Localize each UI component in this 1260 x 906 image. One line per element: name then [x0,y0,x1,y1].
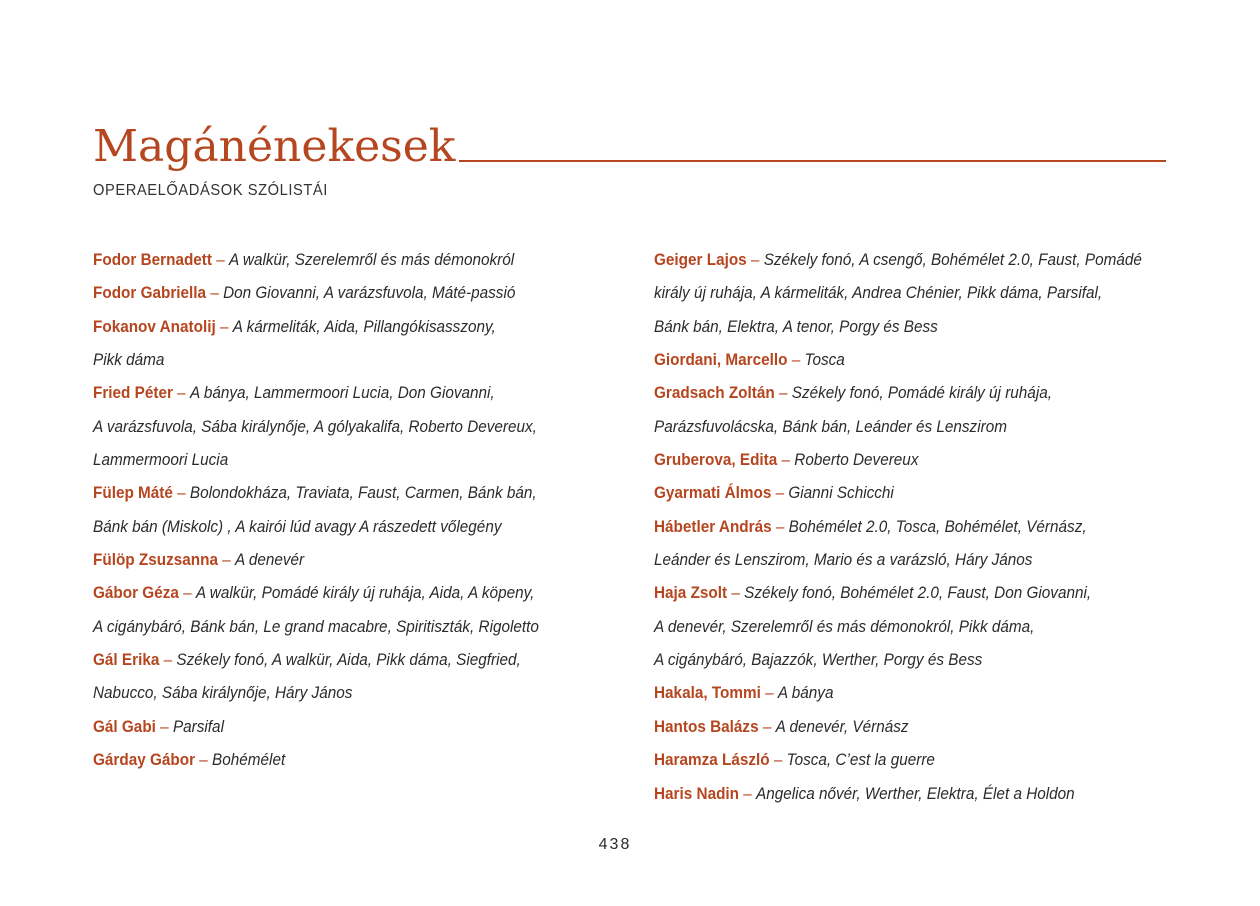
singer-name: Fokanov Anatolij [93,316,216,336]
title-rule [459,160,1166,162]
performance-list: Parázsfuvolácska, Bánk bán, Leánder és Lenszirom [654,416,1007,436]
singer-entry [654,676,1131,709]
singer-entry-continuation [654,410,1131,443]
singer-entry [654,777,1131,810]
performance-list: A bánya [777,683,834,703]
performance-list: A denevér [234,550,305,570]
page-number: 438 [598,836,632,853]
performance-list: A cigánybáró, Bánk bán, Le grand macabre, Spiritiszták, Rigoletto [93,616,539,636]
separator-dash: – [195,750,213,770]
singer-name: Haramza László [654,750,770,770]
performance-list: A bánya, Lammermoori Lucia, Don Giovanni, [189,383,495,403]
separator-dash: – [172,383,190,403]
performance-list: A denevér, Szerelemről és más démonokról, Pikk dáma, [654,616,1035,636]
singer-entry-continuation [93,510,548,543]
performance-list: A denevér, Vérnász [775,716,909,736]
singer-entry [654,576,1131,609]
singer-name: Gyarmati Álmos [654,483,772,503]
page-subtitle: OPERAELŐADÁSOK SZÓLISTÁI [93,182,328,199]
separator-dash: – [206,283,224,303]
singer-name: Gruberova, Edita [654,450,778,470]
singer-entry-continuation [93,443,548,476]
performance-list: Bánk bán, Elektra, A tenor, Porgy és Bess [654,316,938,336]
separator-dash: – [777,450,795,470]
separator-dash: – [771,483,789,503]
performance-list: Parsifal [172,716,224,736]
performance-list: Pikk dáma [93,350,165,370]
separator-dash: – [739,783,757,803]
separator-dash: – [758,716,776,736]
singer-entry-continuation [93,676,548,709]
performance-list: Székely fonó, Pomádé király új ruhája, [791,383,1052,403]
singer-entry [654,376,1131,409]
singer-entry [654,443,1131,476]
singer-name: Gál Gabi [93,716,156,736]
singer-name: Geiger Lajos [654,250,747,269]
right-column [654,243,1184,810]
singer-name: Gábor Géza [93,583,179,603]
performance-list: Angelica nővér, Werther, Elektra, Élet a Holdon [756,783,1075,803]
page-header [93,118,1166,200]
performance-list: Bolondokháza, Traviata, Faust, Carmen, Bánk bán, [189,483,537,503]
singer-entry-continuation [654,310,1131,343]
performance-list: A kármeliták, Aida, Pillangókisasszony, [232,316,496,336]
singer-entry [654,476,1131,509]
singer-entry [654,343,1131,376]
singer-name: Fried Péter [93,383,173,403]
singer-entry [93,376,548,409]
performance-list: Bohémélet [212,750,286,770]
singer-name: Fodor Gabriella [93,283,207,303]
separator-dash: – [212,250,230,269]
singer-name: Gradsach Zoltán [654,383,775,403]
singer-entry [93,543,548,576]
singer-name: Fodor Bernadett [93,250,213,269]
separator-dash: – [787,350,805,370]
performance-list: Nabucco, Sába királynője, Háry János [93,683,353,703]
singer-entry-continuation [93,410,548,443]
separator-dash: – [769,750,787,770]
performance-list: Tosca, C’est la guerre [786,750,935,770]
singer-entry [654,743,1131,776]
separator-dash: – [172,483,190,503]
singer-name: Hantos Balázs [654,716,759,736]
singer-entry [93,576,548,609]
performance-list: Lammermoori Lucia [93,450,229,470]
singer-entry-continuation [654,643,1131,676]
singer-name: Fülep Máté [93,483,173,503]
performance-list: Leánder és Lenszirom, Mario és a varázsló, Háry János [654,550,1033,570]
performance-list: Don Giovanni, A varázsfuvola, Máté-passió [223,283,516,303]
separator-dash: – [771,516,789,536]
separator-dash: – [155,716,173,736]
performance-list: Tosca [804,350,845,370]
singer-name: Haris Nadin [654,783,740,803]
singer-entry [93,710,548,743]
title-row [93,118,1166,176]
performance-list: A walkür, Szerelemről és más démonokról [229,250,515,269]
singer-name: Gál Erika [93,650,160,670]
separator-dash: – [760,683,778,703]
performance-list: Székely fonó, Bohémélet 2.0, Faust, Don Giovanni, [744,583,1092,603]
separator-dash: – [774,383,792,403]
performance-list: Székely fonó, A csengő, Bohémélet 2.0, Faust, Pomádé [763,250,1142,269]
left-column [93,243,598,777]
singer-name: Hakala, Tommi [654,683,761,703]
singer-entry-continuation [93,610,548,643]
singer-entry [93,310,548,343]
singer-entry-continuation [654,543,1131,576]
separator-dash: – [178,583,196,603]
separator-dash: – [159,650,177,670]
separator-dash: – [727,583,745,603]
performance-list: Gianni Schicchi [788,483,894,503]
singer-entry [93,743,548,776]
performance-list: A cigánybáró, Bajazzók, Werther, Porgy és Bess [654,650,983,670]
performance-list: király új ruhája, A kármeliták, Andrea Chénier, Pikk dáma, Parsifal, [654,283,1103,303]
separator-dash: – [746,250,764,269]
separator-dash: – [215,316,233,336]
singer-name: Gárday Gábor [93,750,196,770]
singer-entry [654,510,1131,543]
performance-list: A varázsfuvola, Sába királynője, A gólyakalifa, Roberto Devereux, [93,416,537,436]
singer-name: Haja Zsolt [654,583,728,603]
separator-dash: – [217,550,235,570]
singer-name: Fülöp Zsuzsanna [93,550,218,570]
performance-list: Székely fonó, A walkür, Aida, Pikk dáma, Siegfried, [176,650,521,670]
singer-entry [93,243,548,276]
singer-name: Hábetler András [654,516,772,536]
singer-entry [93,476,548,509]
performance-list: Roberto Devereux [794,450,919,470]
singer-entry-continuation [654,610,1131,643]
singer-entry [654,243,1142,276]
singer-entry-continuation [654,276,1131,309]
performance-list: A walkür, Pomádé király új ruhája, Aida, A köpeny, [195,583,535,603]
performance-list: Bohémélet 2.0, Tosca, Bohémélet, Vérnász, [788,516,1087,536]
performance-list: Bánk bán (Miskolc) , A kairói lúd avagy A rászedett vőlegény [93,516,502,536]
singer-entry-continuation [93,343,548,376]
singer-name: Giordani, Marcello [654,350,788,370]
page-title: Magánénekesek [93,121,456,172]
singer-entry [93,276,548,309]
singer-entry [654,710,1131,743]
singer-entry [93,643,548,676]
